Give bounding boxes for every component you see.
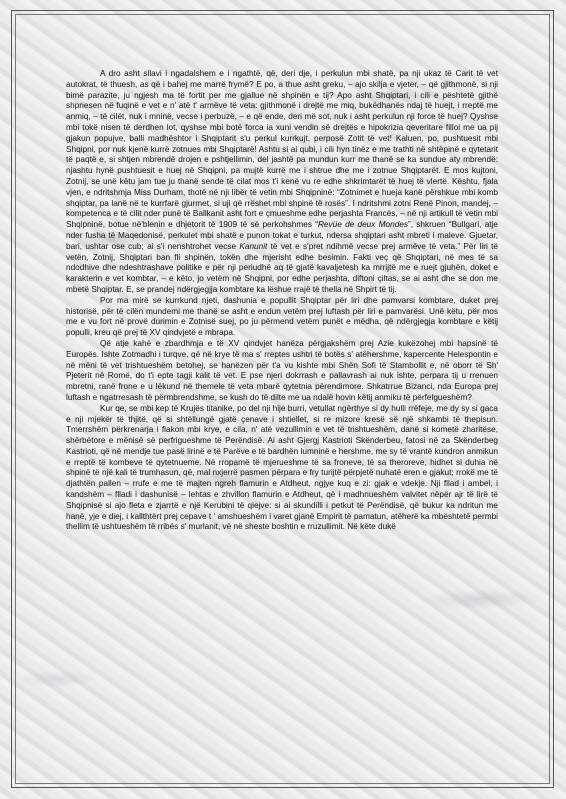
paragraph-text: Por ma mirë se kurrkund njeti, dashunia e popullit Shqiptar për liri dhe pamvarsi kombtare, duket prej historisë, për të cilën mundemi me thanë se asht e endun vetëm prej luftash për liri e pamvarësi. Unë këtu, për mos me e vu fort në provë durimin e Zotnisë suej, po ju përmend vetëm punët e mëdha, që ndërgjegja kombtare e këtij populli, kreu që prej të XV qindvjetë e mbrapa. (66, 295, 498, 338)
body-paragraph (66, 69, 498, 296)
document-text-body (66, 69, 498, 533)
body-paragraph (66, 339, 498, 404)
paragraph-text: A dro asht sllavi i ngadalshem e i ngathtë, që, deri dje, i perkulun mbi shatë, pa nji ukaz të Carit të vet autokrat, të thuesh, as që i bahej me marrë frymë? E po, a thue asht greku, – ajo skilja e vjeter, – që gjithmonë, si nji bimë parazite, ju ngjesh ma të fortit per me gjallue në shpinën e tij? Apo asht Shqiptari, i cili e pështetë gjithë shpnesen në fuqinë e vet e n' atë t' armëve të veta: gjithmonë i drejtë me miq, bukëdhanës ndaj të huejt, i rreptë me anmiq, – të cilët, nuk i mninë, vecse i perbuzë, – e që ende, deri më sot, nuk i asht perkulun nji force të huej? Qyshse mbi tokë nisen të derdhen lot, qyshse mbi botë forca ia xuni vendin së drejtës e hipokrizia qeveritare filloi me ua pij gjakun popujve, balli madhështor i Shqiptarit s'u perkul kurrkujt, perposë Zotit të vet! Kaluen, po, pushtuesit mbi Shqipni, por nuk kjenë kurrë zotnues mbi Shqiptarë! Ashtu si ai qubi, i cili hyn tinëz e me trathti në shtëpinë e qytetarit të paqtë e, si shtjen mbrendë drojen e pshtjellimin, del jashtë pa mundun kurr me thanë se ka sundue aty mbrendë: njashtu hynë pushtuesit e huej në Shqipni, pa mujtë kurrë me i shtrue dhe me i zotnue Shqiptarët. E mos kujtoni, Zotnij, se unë këtu jam tue ju thanë sende të cilat mos t'i kenë vu re edhe shkrimtarët të huej të vlertë. Kështu, fjala vjen, e ndritshmja Miss Durham, thotë në nji libër të vetin mbi Shqipninë: “Zotnimet e hueja kanë përshkue mbi komb shqiptar, pa lanë në te kurrfarë gjurmet, si uji që rrëshet mbi shpinë të rosës”. I ndritshmi zotni Renë Pinon, mandej, – kompetenca e të cilit nder punë të Ballkanit asht fort e çmueshme edhe perjashta Francës, – në nji artikull të vetin mbi Shqipninë, botue në'blenin e dhjetorit të 1909 të së perkohshmes “ (66, 69, 498, 230)
paragraph-text: të vet e s'pret ndihmë vecse prej armëve të veta.” Për liri të vetën, Zotnij, Shqiptari ban fli shpinën, tokën dhe mjerisht edhe besimin. Fakti veç që Shqiptari, në mes të sa ndodhive dhe ndeshtrashave politike e për nji periudhë aq të gjatë kavaljetesh ka mrrijtë me e ruejt gjuhën, doket e karakterin e vet kombtar, – e këto, jo vetëm në Shqipni, por edhe perjashta, diftoni çiltas, se ai asht dhe se don me mbetë Shqiptar. E, se prandej ndërgjegjja kombtare ka lëshue rrajë të thella në Shpirt të tij. (66, 241, 498, 294)
italic-title-text: Revüe de deux Mondes (317, 220, 408, 230)
italic-title-text: Kanunit (239, 241, 268, 251)
body-paragraph (66, 296, 498, 339)
paragraph-text: Kur qe, se mbi kep të Krujës titanike, po del nji hije burri, vetullat ngërthye si dy hulli rrëfeje, me dy sy si gaca e nji mjekër të thjitë, që si shtëllungë gjatë çenave i shtiellet, si re mizore kresë së një shkambi të thepisun. Tmerrshëm përkrenarja i flakon mbi krye, e cila, n' atë vezullimin e vet të trishtueshëm, danë si kometë zharitëse, shërbëtore e mënisë së perfrigueshme të Perëndisë. Ai asht Gjergj Kastrioti Skënderbeu, fatosi në za Skënderbeg Kastrioti, që në mendje tue pasë lirinë e të Parëve e të bardhën lumninë e hershme, me sy të vrantë kundron anmikun e rreptë të kombeve të qytetnueme. Në rropamë të mjerueshme të sa froneve, të sa theroreve, hidhet si duhia në shpinë të një kali të trumhasun, që, mal nxjerrë pasmen përpara e fry turijtë përpjetë nuhatë eren e gjakut; rrokë me të djathtën pallen – rrufe e me të majten ngreh flamurin e Atdheut, ngjye kuq e zi: gjak e vdekje. Nji fllad i ambel, i kandshëm – flladi i dashunisë – lehtas e zhvillon flamurin e Atdheut, që i madhnueshëm valvitet nëpër ajr të lirë të Shqipnisë si ajo fleta e zjarrtë e një Kerubini të qiejve: si ai skundilli i petkut të Perëndisë, që bukur ka ndritun me hanë, yje e diej, i kallthtërt prej cepave t ' amshueshëm i varet gjanë Empirit të pamatun, atëherë ka mbështetë permbi thellim të ushtueshëm të rribës s' murlanit, vë në sheste boshtin e rruzullimit. Në këte dukë (66, 403, 498, 532)
body-paragraph (66, 404, 498, 534)
paragraph-text: ”, shkruen “Bullgari, atje nder fusha të Maqedonisë, perkulet mbi shatë e punon tokat e turkut, ndersa shqiptari asht mbreti i maleve. Gjuetar, bari, ushtar ose cub; ai s'i nenshtrohet vecse (66, 220, 499, 251)
paragraph-text: Që atje kahë e zbardhmja e të XV qindvjet hanëza përgjakshëm prej Azie kukëzohej mbi hapsinë të Europës. Ishte Zotmadhi i turqve, që në krye të ma s' rreptes ushtri të botës s' atëhershme, kapercente Helespontin e në mëni të vet trishtueshëm betohej, se hanëzen për t'a vu kishte mbi Shën Sofi të Stambollit e, në oborr të Sh' Pjeterit në Romë, do t'i epte tagji kalit të vet. E pse njeri dokrrash e pallavrash ai nuk ishte, perpara tij u rrenuen mbretni, ranë frone e u lëkund në themele të veta mbarë qytetnia përendimore. Shkatrrue Bizanci, nda Europa prej luftash e ngatrresash të përmbrendshme, se kush do të dilte me ua ndalë hovin këtij anmiku të përfelgueshëm? (66, 338, 498, 402)
